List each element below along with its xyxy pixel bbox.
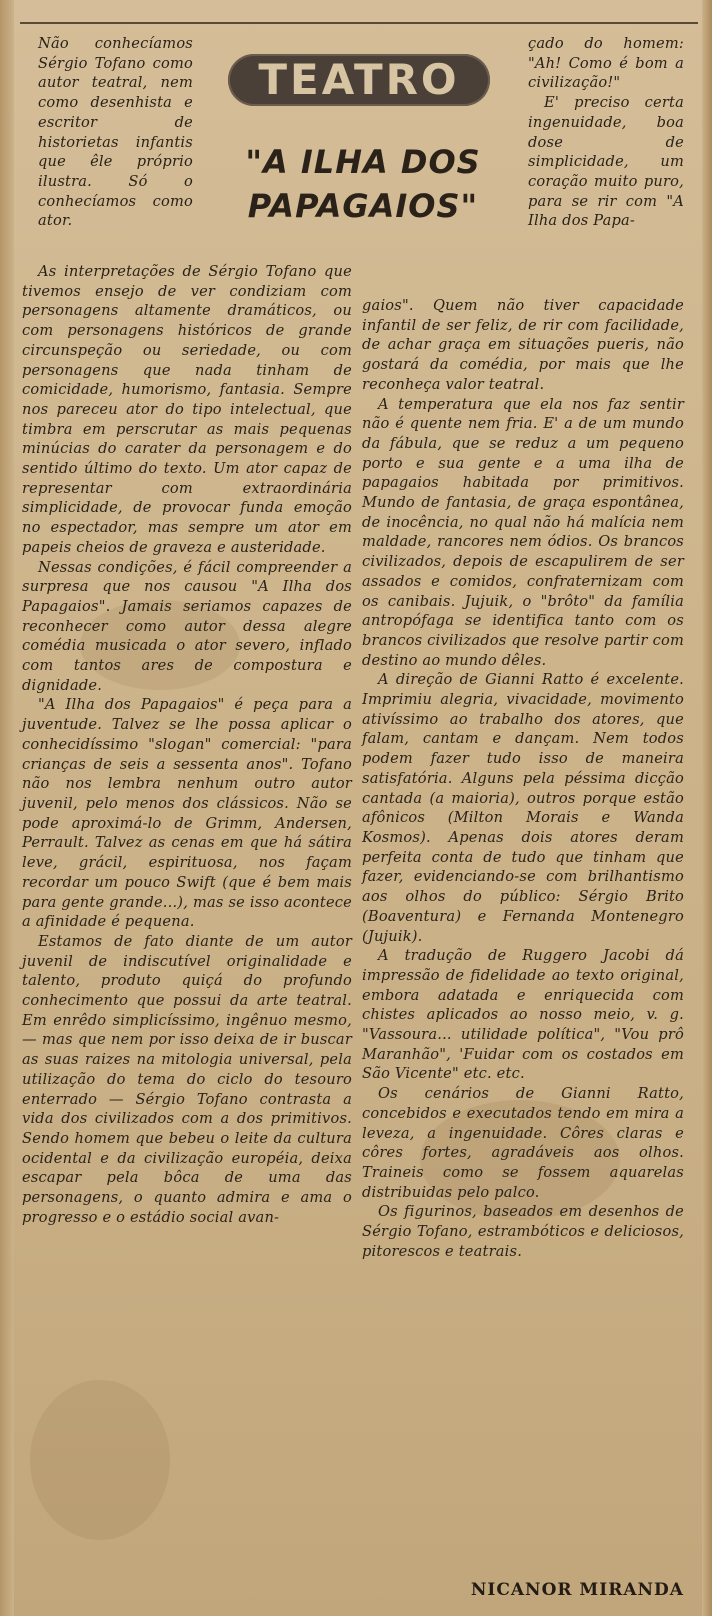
paragraph: çado do homem: "Ah! Como é bom a civilização!" [528,35,684,92]
paragraph: Nessas condições, é fácil compreender a surpresa que nos causou "A Ilha dos Papagaios". Jamais seriamos capazes de reconhecer como autor dessa alegre comédia musicada o ator severo, inflado com tantos ares de compostura e dignidade. [22,558,352,694]
paragraph: Os figurinos, baseados em desenhos de Sérgio Tofano, estrambóticos e deliciosos, pitorescos e teatrais. [362,1203,684,1260]
paragraph: A tradução de Ruggero Jacobi dá impressão de fidelidade ao texto original, embora adatada e enriquecida com chistes aplicados ao nosso meio, v. g. "Vassoura... utilidade política", "Vou prô Maranhão", 'Fuidar com os costados em São Vicente" etc. etc. [362,947,684,1083]
paragraph: gaios". Quem não tiver capacidade infantil de ser feliz, de rir com facilidade, de achar graça em situações pueris, não gostará da comédia, por mais que lhe reconheça valor teatral. [362,297,684,393]
paper-edge-left [0,0,14,1616]
right-top-column [528,34,684,231]
paragraph: "A Ilha dos Papagaios" é peça para a juventude. Talvez se lhe possa aplicar o conhecidíssimo "slogan" comercial: "para crianças de seis a sessenta anos". Tofano não nos lembra nenhum outro autor juvenil, pelo menos dos clássicos. Não se pode aproximá-lo de Grimm, Andersen, Perrault. Talvez as cenas em que há sátira leve, grácil, espirituosa, nos façam recordar um pouco Swift (que é bem mais para gente grande...), mas se isso acontece a afinidade é pequena. [22,696,352,931]
section-badge: TEATRO [258,55,460,104]
right-column [362,296,684,1261]
author-signature: NICANOR MIRANDA [470,1580,684,1600]
left-column [22,262,352,1227]
paper-edge-right [702,0,712,1616]
paper-stain [30,1380,170,1540]
paragraph: Os cenários de Gianni Ratto, concebidos e executados tendo em mira a leveza, a ingenuidade. Côres claras e côres fortes, agradáveis aos olhos. Traineis como se fossem aquarelas distribuidas pelo palco. [362,1085,684,1201]
article-title: "A ILHA DOS PAPAGAIOS" [245,143,481,225]
paragraph: Não conhecíamos Sérgio Tofano como autor teatral, nem como desenhista e escritor de historietas infantis que êle próprio ilustra. Só o conhecíamos como ator. [38,35,193,230]
section-header [222,50,500,116]
left-top-column [38,34,193,231]
top-rule [20,22,698,24]
paragraph: E' preciso certa ingenuidade, boa dose de simplicidade, um coração muito puro, para se rir com "A Ilha dos Papa- [528,94,684,230]
paragraph: Estamos de fato diante de um autor juvenil de indiscutível originalidade e talento, produto quiçá do profundo conhecimento que possui da arte teatral. Em enrêdo simplicíssimo, ingênuo mesmo, — mas que nem por isso deixa de ir buscar as suas raizes na mitologia universal, pela utilização do tema do ciclo do tesouro enterrado — Sérgio Tofano contrasta a vida dos civilizados com a dos primitivos. Sendo homem que bebeu o leite da cultura ocidental e da civilização européia, deixa escapar pela bôca de uma das personagens, o quanto admira e ama o progresso e o estádio social avan- [22,932,352,1226]
paragraph: As interpretações de Sérgio Tofano que tivemos ensejo de ver condiziam com personagens altamente dramáticos, ou com personagens históricos de grande circunspeção ou seriedade, ou com personagens que nada tinham de comicidade, humorismo, fantasia. Sempre nos pareceu ator do tipo intelectual, que timbra em perscrutar as mais pequenas minúcias do carater da personagem e do sentido último do texto. Um ator capaz de representar com extraordinária simplicidade, de provocar funda emoção no espectador, mas sempre um ator em papeis cheios de graveza e austeridade. [22,263,352,556]
paragraph: A temperatura que ela nos faz sentir não é quente nem fria. E' a de um mundo da fábula, que se reduz a um pequeno porto e sua gente e a uma ilha de papagaios habitada por primitivos. Mundo de fantasia, de graça espontânea, de inocência, no qual não há malícia nem maldade, rancores nem ódios. Os brancos civilizados, depois de escapulirem de ser assados e comidos, confraternizam com os canibais. Jujuik, o "brôto" da família antropófaga se identifica tanto com os brancos civilizados que resolve partir com destino ao mundo dêles. [362,395,684,669]
paragraph: A direção de Gianni Ratto é excelente. Imprimiu alegria, vivacidade, movimento ativíssimo ao trabalho dos atores, que falam, cantam e dançam. Nem todos podem fazer tudo isso de maneira satisfatória. Alguns pela péssima dicção cantada (a maioria), outros porque estão afônicos (Milton Morais e Wanda Kosmos). Apenas dois atores deram perfeita conta de tudo que tinham que fazer, evidenciando-se com brilhantismo aos olhos do público: Sérgio Brito (Boaventura) e Fernanda Montenegro (Jujuik). [362,671,684,945]
